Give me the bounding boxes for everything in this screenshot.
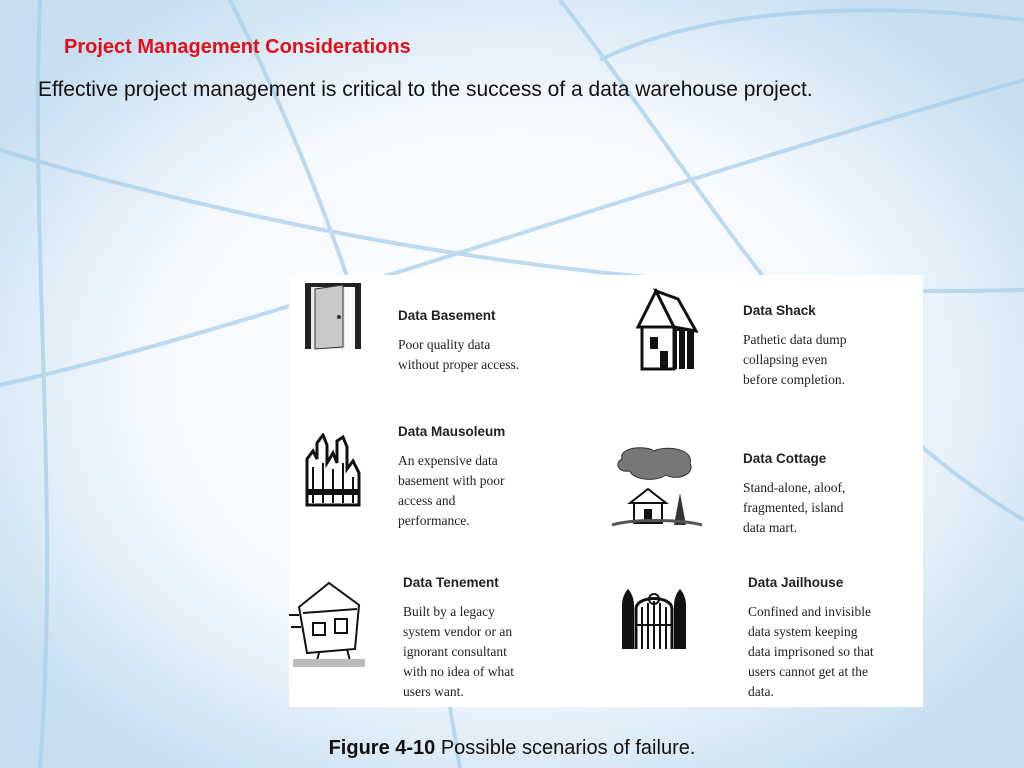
figure-caption (0, 737, 1024, 760)
scenario-name: Data Basement (398, 308, 496, 323)
scenario-description: Built by a legacy system vendor or an ignorant consultant with no idea of what users want. (403, 604, 514, 699)
scenario-data-mausoleum (289, 415, 606, 565)
scenario-name: Data Mausoleum (398, 424, 506, 439)
slide-title: Project Management Considerations (64, 36, 411, 58)
shack-icon (634, 287, 698, 371)
slide-subtitle: Effective project management is critical to the success of a data warehouse project. (38, 78, 813, 101)
door-icon (303, 281, 365, 351)
scenario-description: An expensive data basement with poor access and performance. (398, 453, 505, 528)
scenario-name: Data Tenement (403, 575, 499, 590)
scenario-data-shack (606, 275, 923, 415)
scenario-data-jailhouse (606, 565, 923, 707)
scenario-name: Data Cottage (743, 451, 827, 466)
scenario-name: Data Jailhouse (748, 575, 844, 590)
scenario-description: Pathetic data dump collapsing even before completion. (743, 332, 847, 387)
jailhouse-icon (616, 585, 692, 651)
scenario-description: Stand-alone, aloof, fragmented, island data mart. (743, 480, 846, 535)
scenario-data-basement (289, 275, 606, 415)
mausoleum-icon (305, 433, 361, 507)
scenario-data-cottage (606, 415, 923, 565)
cottage-icon (610, 445, 706, 531)
scenario-data-tenement (289, 565, 606, 707)
figure-caption-text: Possible scenarios of failure. (435, 737, 696, 759)
failure-scenarios-figure (289, 275, 923, 707)
tenement-icon (289, 579, 369, 671)
figure-number: Figure 4-10 (328, 737, 436, 759)
scenario-description: Poor quality data without proper access. (398, 337, 520, 372)
scenario-name: Data Shack (743, 303, 816, 318)
scenario-description: Confined and invisible data system keeping data imprisoned so that users cannot get at the data. (748, 604, 874, 699)
